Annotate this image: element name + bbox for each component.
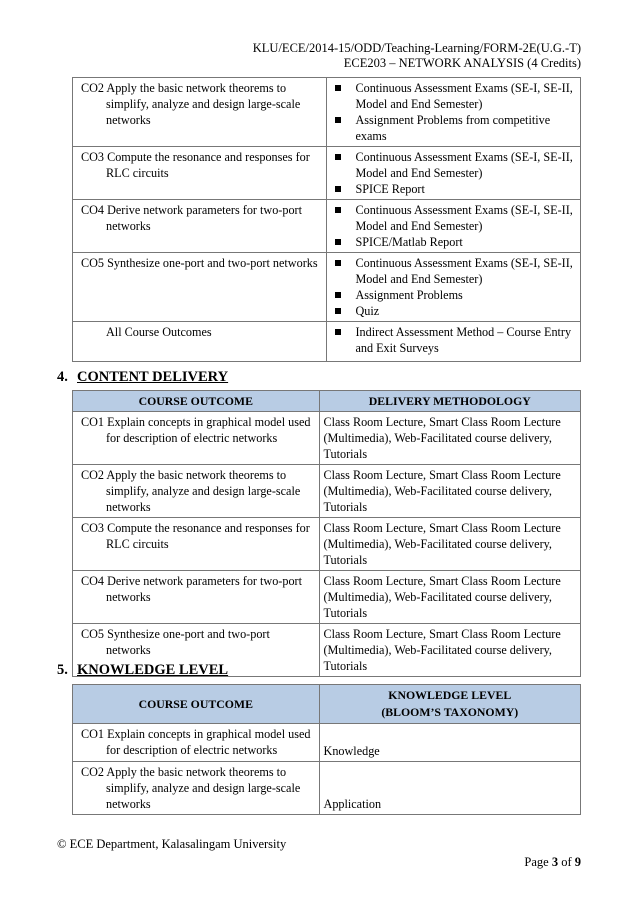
assessment-cell bbox=[327, 78, 581, 147]
section-heading-content-delivery: 4. CONTENT DELIVERY bbox=[57, 369, 229, 385]
knowledge-level-table bbox=[72, 684, 581, 815]
content-delivery-table bbox=[72, 390, 581, 677]
column-header: COURSE OUTCOME bbox=[73, 685, 320, 724]
list-item: Assignment Problems bbox=[331, 287, 576, 303]
column-header-line: KNOWLEDGE LEVEL bbox=[388, 688, 512, 702]
assessment-cell bbox=[327, 253, 581, 322]
delivery-cell: Class Room Lecture, Smart Class Room Lecture (Multimedia), Web-Facilitated course delivery, Tutorials bbox=[319, 412, 581, 465]
table-row bbox=[73, 465, 581, 518]
bullet-icon bbox=[335, 292, 341, 298]
assessment-table bbox=[72, 77, 581, 362]
table-row bbox=[73, 147, 581, 200]
bullet-icon bbox=[335, 154, 341, 160]
list-item: Continuous Assessment Exams (SE-I, SE-II, Model and End Semester) bbox=[331, 149, 576, 181]
list-item: Continuous Assessment Exams (SE-I, SE-II, Model and End Semester) bbox=[331, 255, 576, 287]
table-row bbox=[73, 322, 581, 362]
list-item: Indirect Assessment Method – Course Entry and Exit Surveys bbox=[331, 324, 576, 356]
bullet-icon bbox=[335, 308, 341, 314]
list-item: Assignment Problems from competitive exams bbox=[331, 112, 576, 144]
outcome-cell: CO3 Compute the resonance and responses for RLC circuits bbox=[73, 518, 320, 571]
column-header: COURSE OUTCOME bbox=[73, 391, 320, 412]
section-heading-knowledge-level: 5. KNOWLEDGE LEVEL bbox=[57, 662, 229, 678]
bullet-icon bbox=[335, 260, 341, 266]
document-header bbox=[253, 41, 581, 71]
delivery-cell: Class Room Lecture, Smart Class Room Lecture (Multimedia), Web-Facilitated course delivery, Tutorials bbox=[319, 518, 581, 571]
assessment-cell bbox=[327, 322, 581, 362]
page-number: Page 3 of 9 bbox=[524, 855, 581, 869]
table-row bbox=[73, 78, 581, 147]
outcome-cell: All Course Outcomes bbox=[73, 322, 327, 362]
column-header bbox=[319, 685, 580, 724]
list-item: SPICE Report bbox=[331, 181, 576, 197]
table-header-row bbox=[73, 391, 581, 412]
outcome-cell: CO5 Synthesize one-port and two-port networks bbox=[73, 624, 320, 677]
table-row bbox=[73, 253, 581, 322]
table-row bbox=[73, 518, 581, 571]
outcome-cell: CO4 Derive network parameters for two-port networks bbox=[73, 571, 320, 624]
header-form-code: KLU/ECE/2014-15/ODD/Teaching-Learning/FORM-2E(U.G.-T) bbox=[252, 41, 581, 55]
table-row bbox=[73, 724, 581, 762]
list-item: Continuous Assessment Exams (SE-I, SE-II, Model and End Semester) bbox=[331, 80, 576, 112]
list-item: SPICE/Matlab Report bbox=[331, 234, 576, 250]
list-item: Continuous Assessment Exams (SE-I, SE-II, Model and End Semester) bbox=[331, 202, 576, 234]
bullet-icon bbox=[335, 186, 341, 192]
column-header-line: (BLOOM’S TAXONOMY) bbox=[381, 705, 519, 719]
outcome-cell: CO4 Derive network parameters for two-port networks bbox=[73, 200, 327, 253]
footer-copyright: © ECE Department, Kalasalingam University bbox=[57, 837, 287, 851]
column-header: DELIVERY METHODOLOGY bbox=[319, 391, 581, 412]
table-row bbox=[73, 762, 581, 815]
bullet-icon bbox=[335, 85, 341, 91]
outcome-cell: CO5 Synthesize one-port and two-port networks bbox=[73, 253, 327, 322]
bullet-icon bbox=[335, 239, 341, 245]
bullet-icon bbox=[335, 207, 341, 213]
bullet-icon bbox=[335, 329, 341, 335]
list-item: Quiz bbox=[331, 303, 576, 319]
outcome-cell: CO1 Explain concepts in graphical model used for description of electric networks bbox=[73, 724, 320, 762]
table-row bbox=[73, 412, 581, 465]
table-row bbox=[73, 571, 581, 624]
outcome-cell: CO2 Apply the basic network theorems to simplify, analyze and design large-scale networks bbox=[73, 762, 320, 815]
knowledge-cell: Application bbox=[319, 762, 580, 815]
table-row bbox=[73, 200, 581, 253]
outcome-cell: CO2 Apply the basic network theorems to simplify, analyze and design large-scale networks bbox=[73, 78, 327, 147]
outcome-cell: CO1 Explain concepts in graphical model used for description of electric networks bbox=[73, 412, 320, 465]
header-course-title: ECE203 – NETWORK ANALYSIS (4 Credits) bbox=[343, 56, 581, 70]
outcome-cell: CO2 Apply the basic network theorems to simplify, analyze and design large-scale networks bbox=[73, 465, 320, 518]
bullet-icon bbox=[335, 117, 341, 123]
knowledge-cell: Knowledge bbox=[319, 724, 580, 762]
delivery-cell: Class Room Lecture, Smart Class Room Lecture (Multimedia), Web-Facilitated course delivery, Tutorials bbox=[319, 624, 581, 677]
assessment-cell bbox=[327, 147, 581, 200]
delivery-cell: Class Room Lecture, Smart Class Room Lecture (Multimedia), Web-Facilitated course delivery, Tutorials bbox=[319, 571, 581, 624]
table-header-row bbox=[73, 685, 581, 724]
assessment-cell bbox=[327, 200, 581, 253]
outcome-cell: CO3 Compute the resonance and responses for RLC circuits bbox=[73, 147, 327, 200]
delivery-cell: Class Room Lecture, Smart Class Room Lecture (Multimedia), Web-Facilitated course delivery, Tutorials bbox=[319, 465, 581, 518]
